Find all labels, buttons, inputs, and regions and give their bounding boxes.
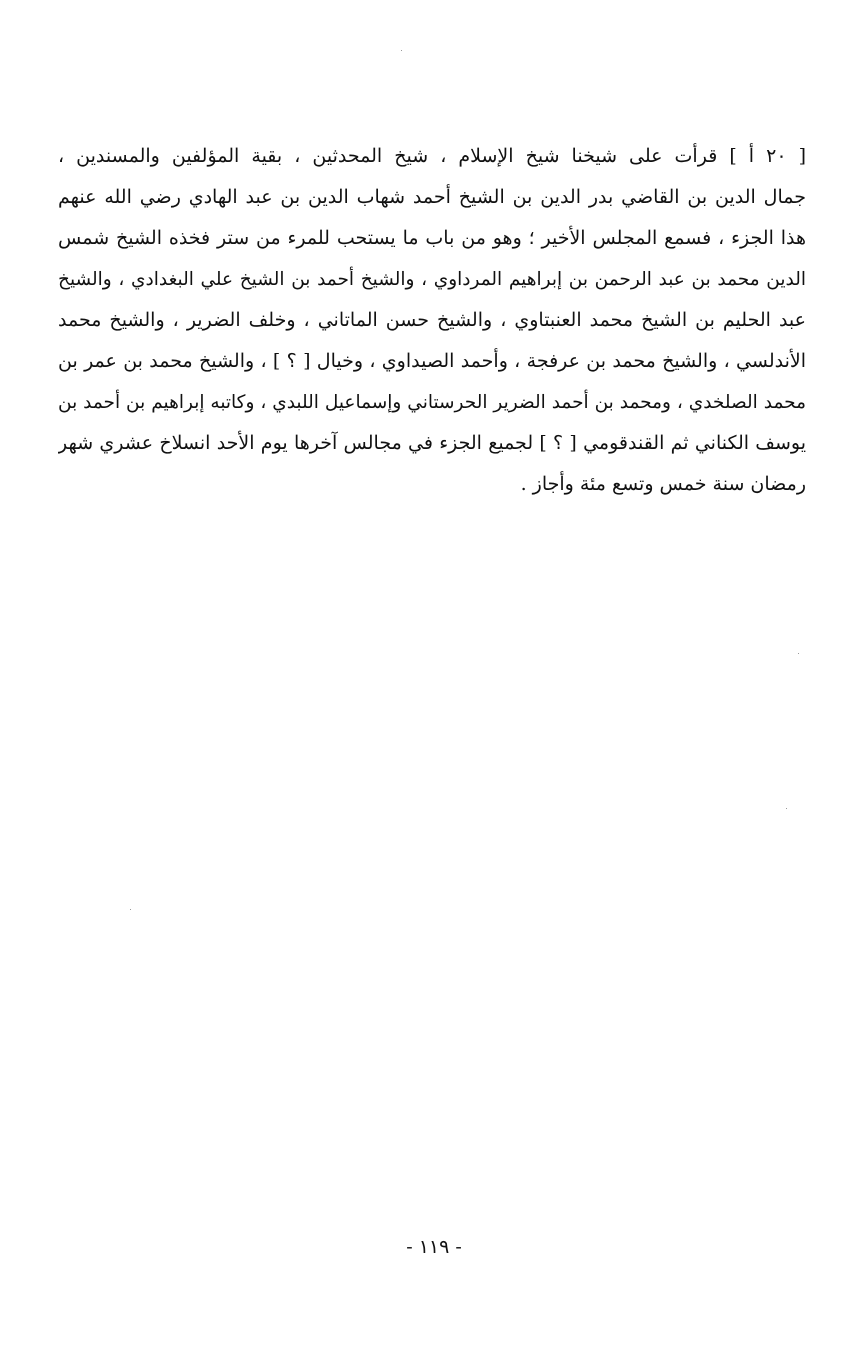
scan-speck [798,653,799,654]
text-line: [ ٢٠ أ ] قرأت على شيخنا شيخ الإسلام ، شيخ المحدثين ، بقية المؤلفين والمسندين ، [58,145,806,167]
text-line: الدين محمد بن عبد الرحمن بن إبراهيم المرداوي ، والشيخ أحمد بن الشيخ علي البغدادي ، والشيخ [58,269,806,290]
text-line: عبد الحليم بن الشيخ محمد العنبتاوي ، والشيخ حسن الماتاني ، وخلف الضرير ، والشيخ محمد [58,309,806,331]
scan-speck [130,909,131,910]
text-line: الأندلسي ، والشيخ محمد بن عرفجة ، وأحمد الصيداوي ، وخيال [ ؟ ] ، والشيخ محمد بن عمر بن [58,350,806,372]
scan-speck [401,50,402,51]
text-line: يوسف الكناني ثم القندقومي [ ؟ ] لجميع الجزء في مجالس آخرها يوم الأحد انسلاخ عشري شهر [58,432,806,454]
text-line: محمد الصلخدي ، ومحمد بن أحمد الضرير الحرستاني وإسماعيل اللبدي ، وكاتبه إبراهيم بن أحمد بن [58,392,806,413]
body-paragraph [58,136,806,505]
scan-speck [786,808,787,809]
text-line: هذا الجزء ، فسمع المجلس الأخير ؛ وهو من باب ما يستحب للمرء من ستر فخذه الشيخ شمس [58,227,806,249]
text-line: جمال الدين بن القاضي بدر الدين بن الشيخ أحمد شهاب الدين بن عبد الهادي رضي الله عنهم [58,186,806,208]
text-line: رمضان سنة خمس وتسع مئة وأجاز . [520,473,806,495]
page-number: - ١١٩ - [406,1236,462,1258]
